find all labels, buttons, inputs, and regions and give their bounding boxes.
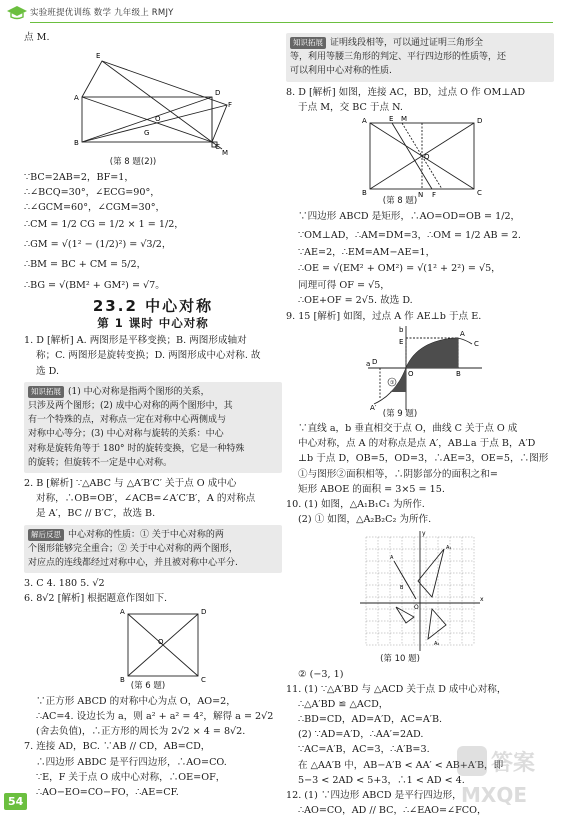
q-line: (2) ① 如图，△A₂B₂C₂ 为所作. — [298, 514, 432, 526]
k-line: 对称中心等分；(3) 中心对称与旋转的关系：中心 — [28, 429, 224, 440]
proof-line: ∴CM = 1/2 CG = 1/2 × 1 = 1/2， — [24, 219, 184, 231]
proof-line: ∴∠GCM=60°，∠CGM=30°， — [24, 202, 166, 214]
k-line: 中心对称的性质：① 关于中心对称的两 — [68, 529, 224, 540]
k-line: 证明线段相等，可以通过证明三角形全 — [330, 38, 484, 48]
reflection-tag: 解后反思 — [28, 529, 64, 541]
q-line: 5−3 < 2AD < 5+3，∴1 < AD < 4. — [298, 774, 465, 786]
svg-text:答案: 答案 — [491, 751, 536, 776]
svg-text:F: F — [432, 190, 437, 199]
q-line: ② (−3, 1) — [298, 668, 344, 680]
svg-text:E: E — [399, 337, 404, 346]
question-7 — [24, 739, 282, 800]
svg-text:A₂: A₂ — [434, 641, 440, 648]
proof-block — [24, 170, 282, 295]
svg-text:O: O — [424, 152, 430, 161]
svg-text:B: B — [120, 676, 125, 685]
k-line: 等，利用等腰三角形的判定、平行四边形的性质等，还 — [290, 52, 507, 63]
q-line: ∴△A′BD ≌ △ACD， — [298, 698, 389, 710]
figure-caption: (第 6 题) — [130, 681, 166, 692]
svg-text:A: A — [362, 116, 367, 125]
figure-caption: (第 8 题(2)) — [109, 157, 157, 168]
graduation-cap-icon — [6, 4, 28, 22]
proof-line: ∵BC=2AB=2，BF=1， — [24, 171, 134, 183]
svg-text:b: b — [399, 325, 404, 334]
q-line: ①与图形②面积相等，∴阴影部分的面积之和= — [298, 468, 498, 480]
question-8 — [286, 85, 554, 115]
svg-text:A: A — [74, 94, 79, 103]
svg-text:A′: A′ — [370, 403, 377, 412]
svg-text:C: C — [215, 143, 220, 152]
q-line: ∴AC=4. 设边长为 a，则 a² + a² = 4²，解得 a = 2√2 — [36, 711, 274, 723]
figure-10 — [356, 527, 486, 657]
q-line: ∴四边形 ABDC 是平行四边形，∴AO=CO. — [36, 756, 227, 768]
svg-text:E: E — [389, 114, 394, 123]
proof-line: ∴∠BCQ=30°，∠ECG=90°， — [24, 186, 160, 198]
question-12: 12. (1) ∵四边形 ABCD 是平行四边形， — [286, 789, 462, 801]
right-column — [286, 33, 554, 818]
q-line: ∴BD=CD，AD=A′D，AC=A′B. — [298, 714, 443, 726]
svg-text:B: B — [74, 139, 79, 148]
q-line: ∵正方形 ABCD 的对称中心为点 O，AO=2， — [36, 695, 236, 707]
svg-text:A: A — [460, 329, 465, 338]
svg-text:A₁: A₁ — [446, 545, 452, 552]
question-9: 9. 15 [解析] 如图，过点 A 作 AE⊥b 于点 E. — [286, 310, 482, 322]
text-line: 点 M. — [24, 32, 50, 43]
q-line: 中心对称，点 A 的对称点是点 A′，AB⊥a 于点 B，A′D — [298, 438, 536, 450]
q-line: 11. (1) ∵△A′BD 与 △ACD 关于点 D 成中心对称， — [286, 683, 507, 695]
svg-text:O: O — [155, 115, 161, 124]
k-line: 有一个特殊的点，对称点一定在对称中心两侧成与 — [28, 415, 227, 426]
svg-text:D: D — [372, 357, 378, 366]
svg-text:①: ① — [390, 379, 395, 386]
knowledge-box — [24, 382, 282, 473]
q-line: ∴AO−EO=CO−FO，∴AE=CF. — [36, 786, 179, 798]
q8-solution — [286, 208, 554, 308]
question-1 — [24, 333, 282, 378]
left-column — [24, 30, 282, 800]
q-line: ∵四边形 ABCD 是矩形，∴AO=OD=OB = 1/2， — [298, 211, 521, 223]
q-line: ∵直线 a，b 垂直相交于点 O，曲线 C 关于点 O 成 — [298, 423, 518, 435]
q-line: (舍去负值)，∴正方形的周长为 2√2 × 4 = 8√2. — [36, 726, 246, 738]
svg-text:A: A — [120, 608, 125, 617]
svg-text:A: A — [390, 555, 394, 562]
proof-line: ∴GM = √(1² − (1/2)²) = √3/2， — [24, 239, 172, 251]
svg-text:C: C — [201, 676, 206, 685]
svg-text:a: a — [366, 359, 371, 368]
svg-text:E: E — [96, 52, 101, 61]
q-line: 1. D [解析] A. 两图形是平移变换；B. 两图形成轴对 — [24, 335, 247, 347]
figure-9 — [366, 324, 486, 412]
question-6: 6. 8√2 [解析] 根据题意作图如下. — [24, 593, 168, 605]
question-3-5: 3. C 4. 180 5. √2 — [24, 578, 105, 590]
q-line: 矩形 ABOE 的面积 = 3×5 = 15. — [298, 483, 445, 495]
svg-text:F: F — [228, 101, 232, 110]
svg-text:O: O — [408, 369, 414, 378]
page-header — [0, 0, 565, 28]
q-line: 是 A′，BC // B′C′，故选 B. — [36, 508, 156, 520]
svg-text:x: x — [480, 596, 484, 604]
q-line: ∴OE+OF = 2√5. 故选 D. — [298, 295, 413, 307]
svg-text:N: N — [418, 190, 424, 199]
q-line: 8. D [解析] 如图，连接 AC，BD，过点 O 作 OM⊥AD — [286, 86, 526, 98]
q-line: ∵OM⊥AD，∴AM=DM=3，∴OM = 1/2 AB = 2. — [298, 229, 521, 241]
header-title: 实验班提优训练 数学 九年级上 RMJY — [30, 8, 174, 18]
reflection-box — [24, 525, 282, 574]
figure-caption: (第 9 题) — [382, 408, 418, 419]
q-line: (2) ∵AD=A′D，∴AA′=2AD. — [298, 729, 424, 741]
svg-text:G: G — [144, 129, 150, 138]
svg-text:O: O — [414, 604, 419, 612]
q-line: ∵AE=2，∴EM=AM−AE=1， — [298, 246, 436, 258]
q-line: ∵E，F 关于点 O 成中心对称，∴OE=OF， — [36, 771, 226, 783]
q-line: ∴OE = √(EM² + OM²) = √(1² + 2²) = √5， — [298, 262, 501, 274]
q6-solution — [24, 694, 282, 739]
k-line: 对应点的连线都经过对称中心，并且被对称中心平分. — [28, 557, 238, 568]
q-line: 称；C. 两图形是旋转变换；D. 两图形成中心对称. 故 — [36, 350, 261, 362]
question-2 — [24, 476, 282, 521]
svg-text:D: D — [477, 116, 483, 125]
k-line: 可以利用中心对称的性质. — [290, 66, 392, 77]
svg-text:y: y — [422, 530, 426, 538]
figure-caption: (第 10 题) — [380, 654, 420, 665]
q-line: 10. (1) 如图，△A₁B₁C₁ 为所作. — [286, 498, 425, 510]
q-line: 7. 连接 AD，BC. ∵AB // CD，AB=CD， — [24, 741, 211, 753]
proof-line: ∴BG = √(BM² + GM²) = √7。 — [24, 279, 165, 291]
q-line: 在 △AA′B 中，AB−A′B < AA′ < AB+A′B，即 — [298, 759, 504, 771]
knowledge-tag: 知识拓展 — [28, 386, 64, 398]
k-line: (1) 中心对称是指两个图形的关系， — [68, 386, 210, 397]
figure-8 — [356, 115, 486, 201]
figure-caption: (第 8 题) — [382, 195, 418, 206]
figure-8-2 — [32, 45, 232, 163]
q-line: ∵AC=A′B，AC=3，∴A′B=3. — [298, 744, 430, 756]
svg-text:B: B — [400, 585, 404, 592]
watermark-logo — [455, 742, 560, 812]
section-title: 23.2 中心对称 — [92, 296, 214, 315]
page-number: 54 — [4, 793, 27, 810]
svg-text:M: M — [401, 114, 408, 123]
svg-text:O: O — [158, 638, 164, 647]
figure-6 — [112, 606, 222, 688]
q9-solution — [286, 421, 554, 497]
knowledge-box — [286, 33, 554, 82]
k-line: 的旋转；但旋转不一定是中心对称。 — [28, 457, 173, 468]
svg-text:D: D — [215, 89, 221, 98]
q-line: 选 D. — [36, 365, 60, 377]
q-line: ∴AO=CO，AD // BC，∴∠EAO=∠FCO， — [298, 805, 487, 817]
k-line: 对称是旋转角等于 180° 时的旋转变换，它是一种特殊 — [28, 443, 245, 454]
svg-text:M: M — [222, 149, 229, 158]
svg-text:C: C — [477, 188, 482, 197]
header-rule — [30, 22, 553, 23]
q-line: 同理可得 OF = √5， — [298, 280, 390, 292]
knowledge-tag: 知识拓展 — [290, 37, 326, 49]
q-line: 于点 M，交 BC 于点 N. — [298, 101, 403, 113]
k-line: 只涉及两个图形；(2) 成中心对称的两个图形中，其 — [28, 400, 233, 411]
svg-text:D: D — [201, 608, 207, 617]
q-line: ⊥b 于点 D，OB=5，OD=3，∴AE=3，OE=5，∴图形 — [298, 453, 549, 465]
proof-line: ∴BM = BC + CM = 5/2， — [24, 259, 147, 271]
svg-text:C: C — [474, 339, 479, 348]
q-line: 对称，∴OB=OB′，∠ACB=∠A′C′B′，A 的对称点 — [36, 493, 256, 505]
svg-text:MXQE: MXQE — [461, 783, 527, 807]
question-10 — [286, 497, 554, 527]
q-line: 2. B [解析] ∵△ABC 与 △A′B′C′ 关于点 O 成中心 — [24, 478, 237, 490]
k-line: 个图形能够完全重合；② 关于中心对称的两个图形， — [28, 543, 238, 554]
svg-text:B: B — [456, 369, 461, 378]
svg-text:B: B — [362, 188, 367, 197]
lesson-title: 第 1 课时 中心对称 — [97, 316, 209, 331]
